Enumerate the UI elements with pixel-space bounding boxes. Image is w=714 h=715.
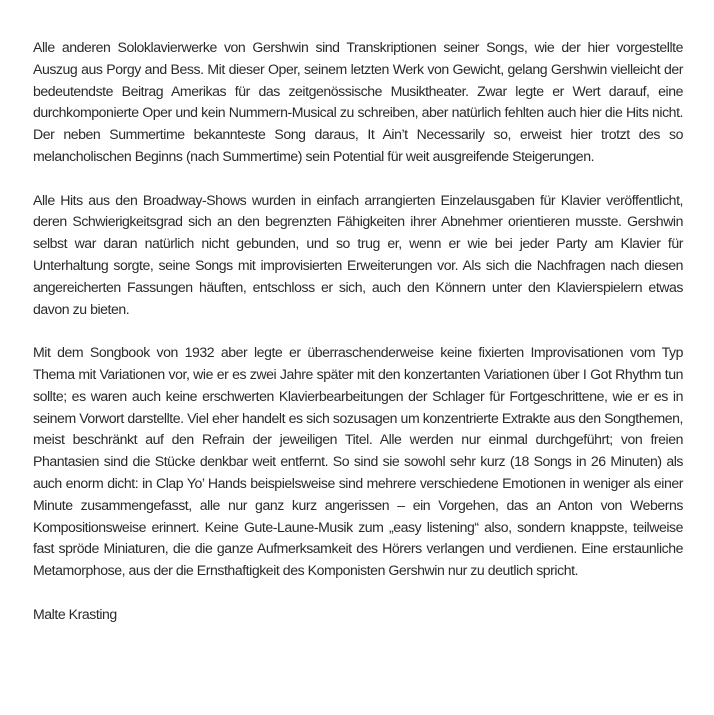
author-signature: Malte Krasting [33,605,117,622]
paragraph-2: Alle Hits aus den Broadway-Shows wurden in einfach arrangierten Einzelausgaben für Klavier veröffentlicht, deren Schwierigkeitsgrad sich an den begrenzten Fähigkeiten ihrer Abnehmer orientieren musste. Gershwin selbst war daran natürlich nicht gebunden, und so trug er, wenn er wie bei jeder Party am Klavier für Unterhaltung sorgte, seine Songs mit improvisierten Erweiterungen vor. Als sich die Nachfragen nach diesen angereicherten Fassungen häuften, entschloss er sich, auch den Könnern unter den Klavierspielern etwas davon zu bieten. [33,191,683,317]
paragraph-3: Mit dem Songbook von 1932 aber legte er überraschenderweise keine fixierten Improvisationen vom Typ Thema mit Variationen vor, wie er es zwei Jahre später mit den konzertanten Variationen über I Got Rhythm tun sollte; es waren auch keine erschwerten Klavierbearbeitungen der Schlager für Fortgeschrittene, wie er es in seinem Vorwort darstellte. Viel eher handelt es sich sozusagen um konzentrierte Extrakte aus den Songthemen, meist beschränkt auf den Refrain der jeweiligen Titel. Alle werden nur einmal durchgeführt; von freien Phantasien sind die Stücke denkbar weit entfernt. So sind sie sowohl sehr kurz (18 Songs in 26 Minuten) als auch enorm dicht: in Clap Yo’ Hands beispielsweise sind mehrere verschiedene Emotionen in weniger als einer Minute zusammengefasst, alle nur ganz kurz angerissen – ein Vorgehen, das an Anton von Weberns Kompositionsweise erinnert. Keine Gute-Laune-Musik zum „easy listening“ also, sondern knappste, teilweise fast spröde Miniaturen, die die ganze Aufmerksamkeit des Hörers verlangen und verdienen. Eine erstaunliche Metamorphose, aus der die Ernsthaftigkeit des Komponisten Gershwin nur zu deutlich spricht. [33,344,683,579]
paragraph-1: Alle anderen Soloklavierwerke von Gershwin sind Transkriptionen seiner Songs, wie der hier vorgestellte Auszug aus Porgy and Bess. Mit dieser Oper, seinem letzten Werk von Gewicht, gelang Gershwin vielleicht der bedeutendste Beitrag Amerikas für das zeitgenössische Musiktheater. Zwar legte er Wert darauf, eine durchkomponierte Oper und kein Nummern-Musical zu schreiben, aber natürlich fehlten auch hier die Hits nicht. Der neben Summertime bekannteste Song daraus, It Ain’t Necessarily so, erweist hier trotzt des so melancholischen Beginns (nach Summertime) sein Potential für weit ausgreifende Steigerungen. [33,39,683,164]
document-page [33,37,683,626]
